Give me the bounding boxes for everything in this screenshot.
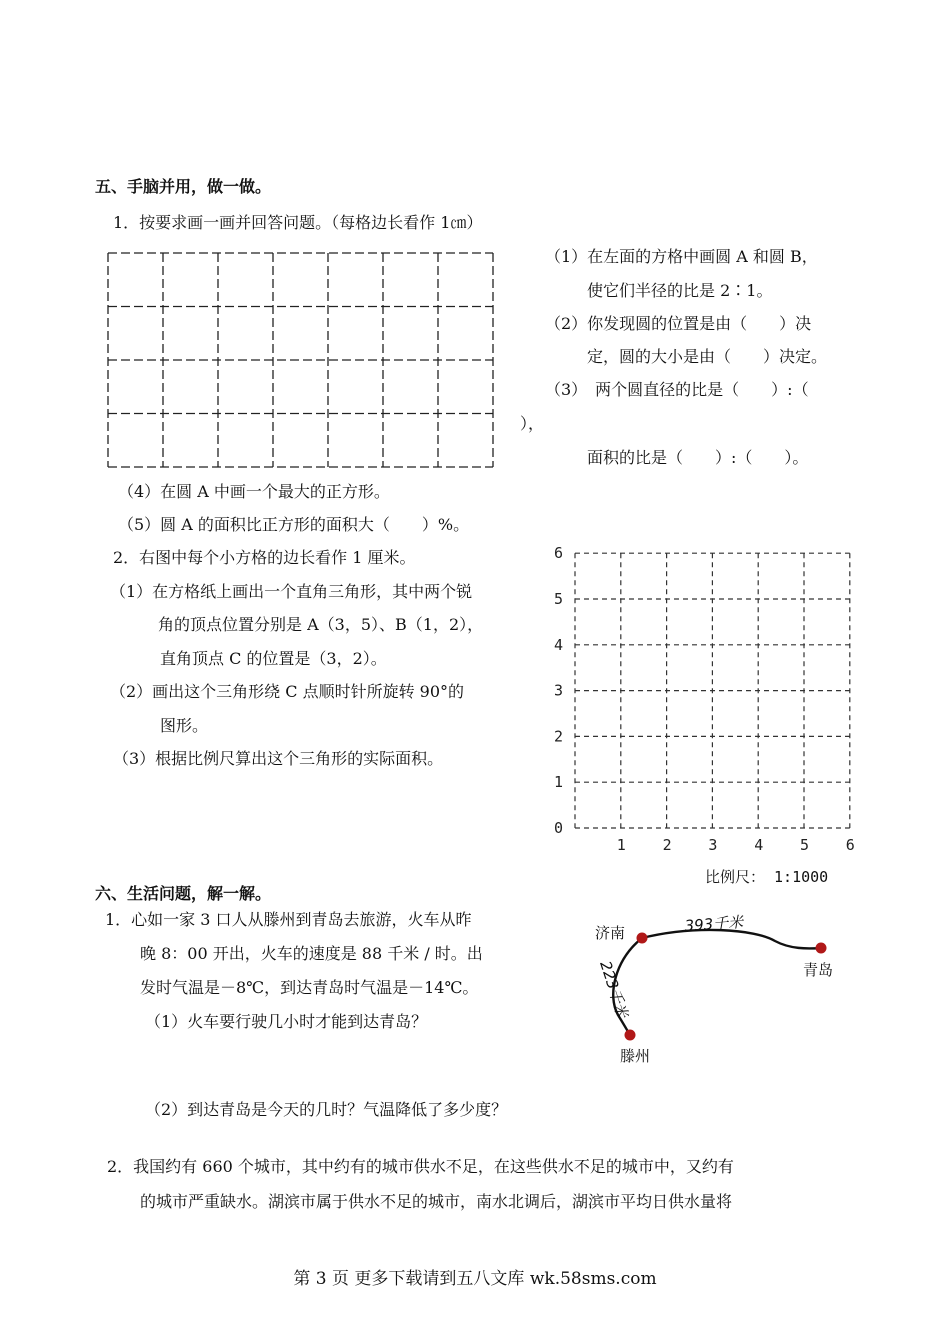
y-tick-label: 0 [554, 819, 564, 837]
s6q2-line1: 2．我国约有 660 个城市，其中约有的城市供水不足，在这些供水不足的城市中，又约有 [107, 1157, 734, 1176]
q1-s4: （4）在圆 A 中画一个最大的正方形。 [118, 482, 390, 501]
q2-s3: （3）根据比例尺算出这个三角形的实际面积。 [113, 749, 444, 768]
q1-prompt: 1．按要求画一画并回答问题。（每格边长看作 1㎝） [113, 213, 483, 232]
s6q1-sub2: （2）到达青岛是今天的几时？气温降低了多少度？ [145, 1100, 508, 1119]
y-tick-label: 4 [554, 635, 564, 654]
q1-s1a: （1）在左面的方格中画圆 A 和圆 B， [545, 247, 818, 266]
y-tick-label: 3 [554, 681, 564, 700]
q1-s2a: （2）你发现圆的位置是由（ ）决 [545, 314, 812, 333]
q2-s1b: 角的顶点位置分别是 A（3，5）、B（1，2）， [158, 615, 484, 634]
label-qingdao: 青岛 [803, 961, 834, 979]
label-tengzhou: 滕州 [620, 1047, 651, 1065]
label-jinan: 济南 [595, 924, 626, 942]
route-jinan-qingdao [642, 930, 821, 949]
y-tick-label: 2 [554, 727, 564, 746]
page-footer: 第 3 页 更多下载请到五八文库 wk.58sms.com [293, 1269, 657, 1289]
x-tick-label: 1 [616, 836, 626, 854]
q1-s3a: （3） 两个圆直径的比是（ ）:（ [545, 380, 809, 399]
section6-title: 六、生活问题，解一解。 [95, 884, 272, 903]
s6q2-line2: 的城市严重缺水。湖滨市属于供水不足的城市，南水北调后，湖滨市平均日供水量将 [140, 1192, 733, 1211]
tengzhou-dot [625, 1030, 636, 1041]
q1-s3c: 面积的比是（ ）:（ ）。 [587, 448, 809, 467]
q2-s1a: （1）在方格纸上画出一个直角三角形，其中两个锐 [110, 582, 473, 601]
section5-title: 五、手脑并用，做一做。 [95, 177, 272, 196]
scale-label: 比例尺： 1:1000 [705, 868, 829, 886]
x-tick-label: 3 [708, 836, 718, 854]
q2-s2b: 图形。 [160, 716, 209, 735]
q1-grid [108, 253, 493, 467]
y-tick-label: 6 [554, 544, 564, 563]
y-tick-label: 5 [554, 590, 564, 608]
x-tick-label: 6 [845, 836, 855, 854]
s6q1-line2: 晚 8：00 开出，火车的速度是 88 千米 / 时。出 [140, 944, 483, 963]
label-dist-tj: 223千米 [596, 958, 632, 1021]
q1-s1b: 使它们半径的比是 2∶1。 [587, 281, 773, 300]
q1-s5: （5）圆 A 的面积比正方形的面积大（ ）%。 [118, 515, 470, 534]
jinan-dot [637, 933, 648, 944]
q2-s1c: 直角顶点 C 的位置是（3，2）。 [160, 649, 387, 668]
q2-s2a: （2）画出这个三角形绕 C 点顺时针所旋转 90°的 [110, 682, 465, 701]
y-tick-label: 1 [554, 773, 564, 792]
s6q1-line1: 1．心如一家 3 口人从滕州到青岛去旅游，火车从昨 [105, 910, 472, 929]
x-tick-label: 4 [754, 836, 764, 854]
x-tick-label: 5 [800, 836, 810, 854]
coordinate-grid [540, 545, 870, 865]
s6q1-line3: 发时气温是－8℃，到达青岛时气温是－14℃。 [140, 978, 479, 997]
q2-prompt: 2．右图中每个小方格的边长看作 1 厘米。 [113, 548, 416, 567]
qingdao-dot [816, 943, 827, 954]
x-tick-label: 2 [662, 836, 672, 854]
label-dist-jq: 393千米 [684, 912, 744, 935]
route-map [585, 905, 855, 1075]
s6q1-sub1: （1）火车要行驶几小时才能到达青岛？ [145, 1012, 428, 1031]
q1-s2b: 定，圆的大小是由（ ）决定。 [587, 347, 828, 366]
q1-s3b: ）， [520, 414, 545, 433]
